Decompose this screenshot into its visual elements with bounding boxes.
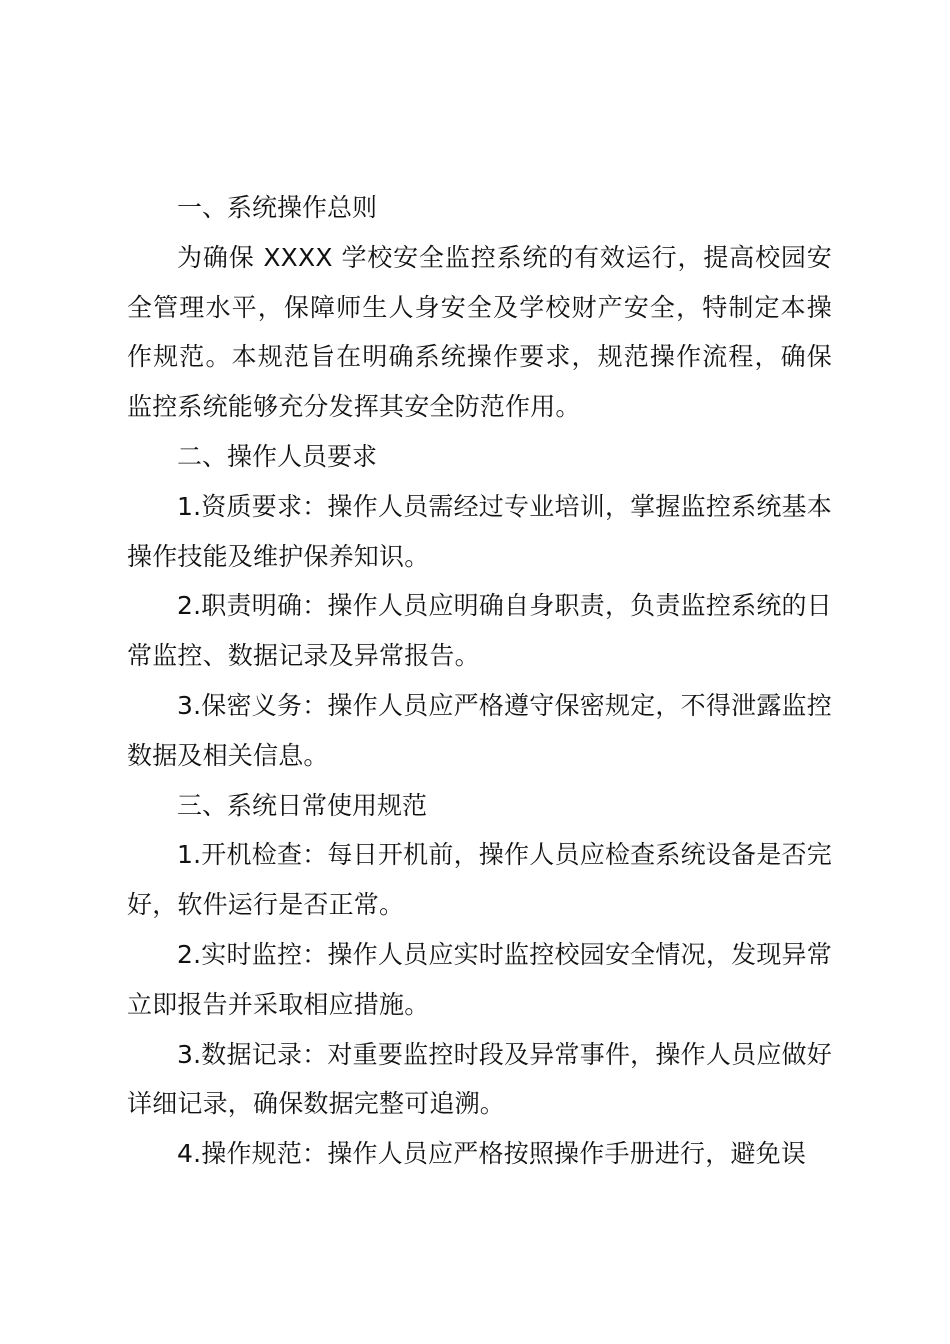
paragraph-realtime-monitoring: 2.实时监控：操作人员应实时监控校园安全情况，发现异常立即报告并采取相应措施。	[127, 939, 832, 1019]
paragraph-data-recording: 3.数据记录：对重要监控时段及异常事件，操作人员应做好详细记录，确保数据完整可追溯。	[127, 1039, 832, 1119]
paragraph-responsibilities: 2.职责明确：操作人员应明确自身职责，负责监控系统的日常监控、数据记录及异常报告。	[127, 591, 832, 671]
paragraph-operation-standard: 4.操作规范：操作人员应严格按照操作手册进行，避免误	[177, 1139, 807, 1169]
paragraph-startup-check: 1.开机检查：每日开机前，操作人员应检查系统设备是否完好，软件运行是否正常。	[127, 840, 832, 920]
section-heading-1: 一、系统操作总则	[177, 193, 378, 222]
paragraph-qualification: 1.资质要求：操作人员需经过专业培训，掌握监控系统基本操作技能及维护保养知识。	[127, 491, 832, 571]
document-body	[127, 183, 832, 1179]
section-heading-2: 二、操作人员要求	[177, 441, 378, 471]
paragraph-general-principles: 为确保 XXXX 学校安全监控系统的有效运行，提高校园安全管理水平，保障师生人身安全及学校财产安全，特制定本操作规范。本规范旨在明确系统操作要求，规范操作流程，确保监控系统能够充分发挥其安全防范作用。	[127, 242, 832, 422]
section-heading-3: 三、系统日常使用规范	[177, 790, 428, 820]
paragraph-confidentiality: 3.保密义务：操作人员应严格遵守保密规定，不得泄露监控数据及相关信息。	[127, 690, 832, 770]
